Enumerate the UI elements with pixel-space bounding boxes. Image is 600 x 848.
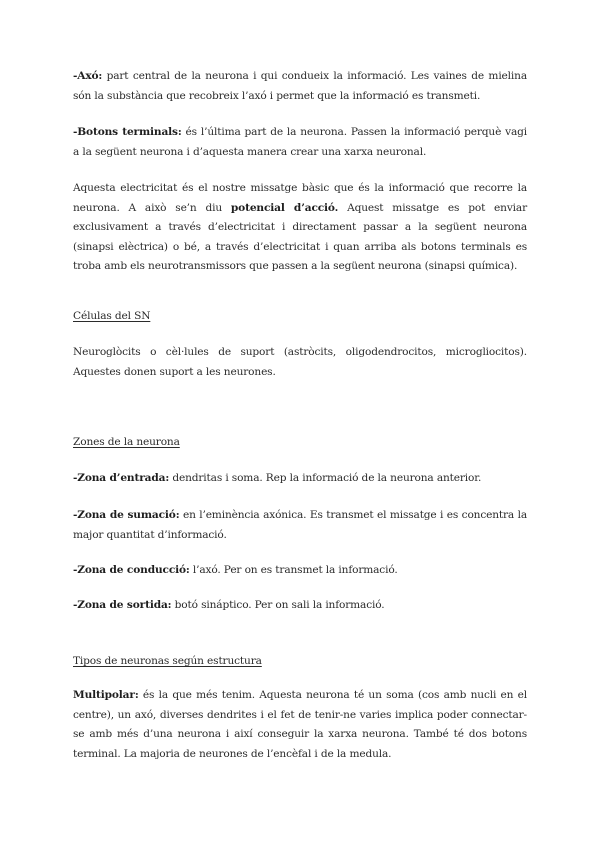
term-zona-conduccio: -Zona de conducció: xyxy=(73,564,190,576)
text-zona-sortida: botó sináptico. Per on sali la informació. xyxy=(171,599,385,611)
text-zona-sumacio: en l’eminència axónica. Es transmet el missatge i es concentra la major quantitat d’informació. xyxy=(73,509,527,541)
term-axo: -Axó: xyxy=(73,70,103,82)
text-zona-conduccio: l’axó. Per on es transmet la informació. xyxy=(189,564,398,576)
heading-zones-neurona: Zones de la neurona xyxy=(73,436,180,448)
text-axo: part central de la neurona i qui condueix la informació. Les vaines de mielina són la substància que recobreix l’axó i permet que la informació es transmeti. xyxy=(73,70,527,102)
paragraph-botons-terminals xyxy=(73,123,527,162)
term-multipolar: Multipolar: xyxy=(73,689,139,701)
text-botons-terminals: és l’última part de la neurona. Passen la informació perquè vagi a la següent neurona i d’aquesta manera crear una xarxa neuronal. xyxy=(73,126,527,158)
paragraph-zona-entrada xyxy=(73,469,527,489)
paragraph-zona-sortida xyxy=(73,596,527,616)
text-multipolar: és la que més tenim. Aquesta neurona té un soma (cos amb nucli en el centre), un axó, diverses dendrites i el fet de tenir-ne varies implica poder connectar-se amb més d’una neurona i així conseguir la xarxa neurona. També té dos botons terminal. La majoria de neurones de l’encèfal i de la medula. xyxy=(73,689,527,760)
term-zona-sumacio: -Zona de sumació: xyxy=(73,509,180,521)
term-zona-sortida: -Zona de sortida: xyxy=(73,599,172,611)
heading-celulas-sn: Células del SN xyxy=(73,310,151,322)
paragraph-axo xyxy=(73,67,527,106)
heading-tipos-neuronas: Tipos de neuronas según estructura xyxy=(73,655,262,667)
text-electricitat-before: Aquesta electricitat és el nostre missatge bàsic que és la informació que recorre la neurona. A això se’n diu xyxy=(73,182,527,214)
text-electricitat-after: Aquest missatge es pot enviar exclusivament a través d’electricitat i directament passar a la següent neurona (sinapsi elèctrica) o bé, a través d’electricitat i quan arriba als botons terminals es troba amb els neurotransmissors que passen a la següent neurona (sinapsi química). xyxy=(73,201,528,273)
paragraph-electricitat xyxy=(73,179,527,277)
paragraph-multipolar xyxy=(73,686,527,764)
paragraph-zona-conduccio xyxy=(73,561,527,581)
term-botons-terminals: -Botons terminals: xyxy=(73,126,182,138)
paragraph-celulas-sn: Neuroglòcits o cèl·lules de suport (astròcits, oligodendrocitos, microgliocitos). Aquestes donen suport a les neurones. xyxy=(73,346,527,378)
text-zona-entrada: dendritas i soma. Rep la informació de la neurona anterior. xyxy=(169,472,482,484)
term-potencial-accio: potencial d’acció. xyxy=(230,201,339,214)
paragraph-zona-sumacio xyxy=(73,506,527,545)
term-zona-entrada: -Zona d’entrada: xyxy=(73,472,170,484)
